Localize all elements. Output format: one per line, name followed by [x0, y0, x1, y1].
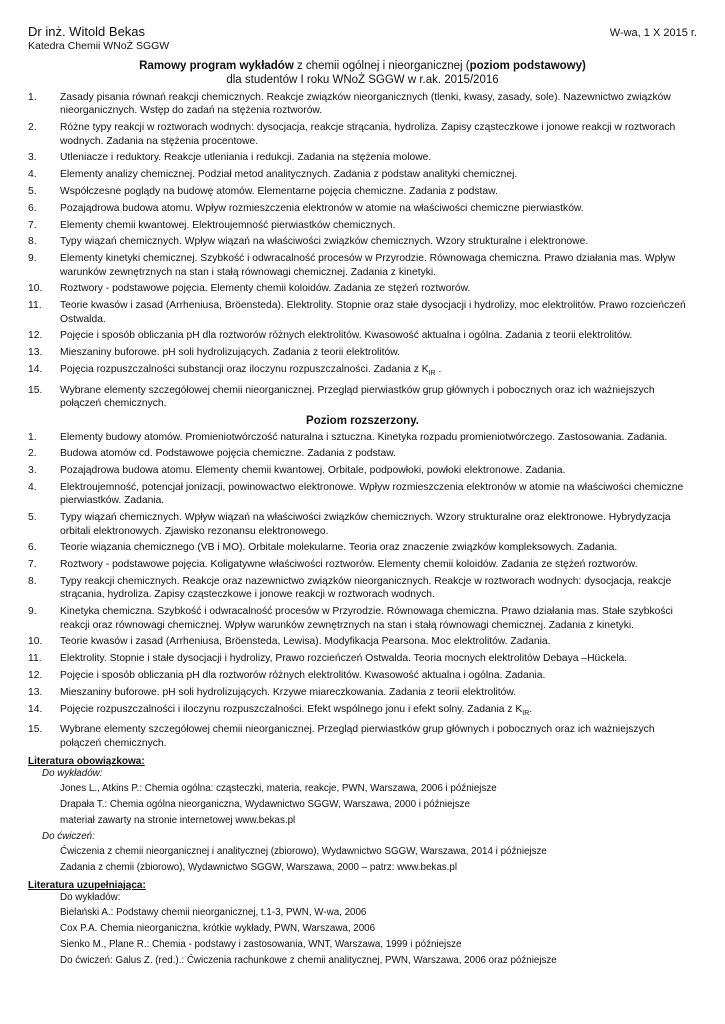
- topic-item: [28, 686, 697, 699]
- topic-item: [28, 635, 697, 648]
- topic-item: [28, 329, 697, 342]
- topic-number: 10.: [28, 636, 43, 648]
- topic-number: 9.: [28, 606, 37, 618]
- topic-text: Teorie kwasów i zasad (Arrheniusa, Bröensteda, Lewisa). Modyfikacja Pearsona. Moc elektrolitów. Zadania.: [60, 636, 551, 648]
- topic-number: 5.: [28, 186, 37, 197]
- topic-text: Utleniacze i reduktory. Reakcje utleniania i redukcji. Zadania na stężenia molowe.: [60, 152, 432, 164]
- topic-text: Roztwory - podstawowe pojęcia. Koligatywne właściwości roztworów. Elementy chemii koloidów. Zadania ze stężeń roztworów.: [60, 559, 638, 571]
- literature-entry: Bielański A.: Podstawy chemii nieorganicznej, t.1-3, PWN, W-wa, 2006: [60, 907, 367, 919]
- topic-number: 13.: [28, 347, 43, 359]
- literature-entry: Zadania z chemii (zbiorowo), Wydawnictwo SGGW, Warszawa, 2000 – patrz: www.bekas.pl: [60, 862, 458, 874]
- topic-number: 1.: [28, 92, 37, 103]
- literature-entry: Ćwiczenia z chemii nieorganicznej i analitycznej (zbiorowo), Wydawnictwo SGGW, Warszawa, 2014 i późniejsze: [60, 846, 547, 858]
- topic-text: Współczesne poglądy na budowę atomów. Elementarne pojęcia chemiczne. Zadania z podstaw.: [60, 186, 498, 197]
- topic-number: 10.: [28, 283, 43, 295]
- topic-text: Elementy budowy atomów. Promieniotwórczość naturalna i sztuczna. Kinetyka rozpadu promieniotwórczego. Zastosowania. Zadania.: [60, 431, 668, 443]
- supplementary-literature-heading: Literatura uzupełniająca:: [28, 880, 146, 892]
- extended-section-title: Poziom rozszerzony.: [306, 414, 419, 427]
- topic-item: [28, 346, 697, 359]
- literature-entry: Cox P.A. Chemia nieorganiczna, krótkie wykłady, PWN, Warszawa, 2006: [60, 923, 376, 935]
- topic-number: 8.: [28, 236, 37, 248]
- topic-item: [28, 703, 697, 720]
- mandatory-exercises-list: [28, 845, 697, 874]
- topic-item: [28, 282, 697, 295]
- topic-number: 7.: [28, 559, 37, 571]
- topic-number: 4.: [28, 169, 37, 181]
- topic-number: 12.: [28, 330, 43, 342]
- mandatory-lectures-list: [28, 782, 697, 827]
- topic-number: 15.: [28, 384, 43, 396]
- topic-text: Elementy kinetyki chemicznej. Szybkość i odwracalność procesów w Przyrodzie. Równowaga chemiczna. Prawo działania mas. Wpływ warunków zewnętrznych na stan i stałą równowagi chemicznej. Zadania z kinetyki.: [60, 253, 676, 278]
- topic-item: [28, 464, 697, 477]
- topic-item: [28, 481, 697, 508]
- topic-text: Pojęcie i sposób obliczania pH dla roztworów różnych elektrolitów. Kwasowość aktualna i ogólna. Zadania z teorii elektrolitów.: [60, 330, 633, 342]
- extended-topics-list: [28, 431, 697, 751]
- mandatory-literature-heading: Literatura obowiązkowa:: [28, 756, 145, 768]
- topic-text: Elementy analizy chemicznej. Podział metod analitycznych. Zadania z podstaw analityki chemicznej.: [60, 169, 518, 181]
- topic-number: 3.: [28, 152, 37, 164]
- topic-text: Teorie wiązania chemicznego (VB i MO). Orbitale molekularne. Teoria oraz znaczenie związków kompleksowych. Zadania.: [60, 542, 618, 554]
- topic-text: Typy reakcji chemicznych. Reakcje oraz nazewnictwo związków nieorganicznych. Reakcje w roztworach wodnych: dysocjacja, reakcje strącania, hydroliza. Zapisy cząsteczkowe i jonowe reakcji w roztworach wodnych.: [60, 576, 672, 601]
- supplementary-exercises-entry: Galus Z. (red.).: Ćwiczenia rachunkowe z chemii analitycznej, PWN, Warszawa, 2006 oraz późniejsze: [115, 955, 557, 967]
- topic-number: 12.: [28, 670, 43, 682]
- topic-text: Elektrolity. Stopnie i stałe dysocjacji i hydrolizy, Prawo rozcieńczeń Ostwalda. Teoria mocnych elektrolitów Debaya –Hückela.: [60, 653, 628, 665]
- supplementary-exercises: [60, 954, 697, 967]
- mandatory-exercises-label: Do ćwiczeń:: [42, 831, 95, 843]
- topic-item: [28, 431, 697, 444]
- topic-tail: .: [435, 363, 442, 375]
- topic-number: 11.: [28, 300, 42, 312]
- topic-item: [28, 384, 697, 411]
- literature-entry: Jones L., Atkins P.: Chemia ogólna: cząsteczki, materia, reakcje, PWN, Warszawa, 2006 i późniejsze: [60, 783, 497, 795]
- topic-number: 3.: [28, 465, 37, 477]
- topic-item: [28, 363, 697, 380]
- literature-entry: Drapała T.: Chemia ogólna nieorganiczna, Wydawnictwo SGGW, Warszawa, 2000 i późniejsze: [60, 799, 470, 811]
- topic-text: Kinetyka chemiczna. Szybkość i odwracalność procesów w Przyrodzie. Równowaga chemiczna. Prawo działania mas. Stałe szybkości reakcji oraz równowagi chemicznej. Wpływ warunków zewnętrznych na stan i stałą równowagi chemicznej. Zadania z kinetyki.: [60, 606, 673, 631]
- topic-number: 8.: [28, 576, 37, 588]
- title-normal-part: z chemii ogólnej i nieorganicznej (: [293, 60, 470, 72]
- topic-text: Mieszaniny buforowe. pH soli hydrolizujących. Krzywe miareczkowania. Zadania z teorii elektrolitów.: [60, 686, 517, 698]
- topic-text: Elementy chemii kwantowej. Elektroujemność pierwiastków chemicznych.: [60, 219, 396, 231]
- topic-number: 9.: [28, 253, 37, 265]
- topic-item: [28, 121, 697, 148]
- topic-text: Zasady pisania równań reakcji chemicznych. Reakcje związków nieorganicznych (tlenki, kwasy, zasady, sole). Nazewnictwo związków nieorganicznych. Wstęp do zadań na stężenia roztworów.: [60, 92, 671, 117]
- topic-item: [28, 558, 697, 571]
- topic-item: [28, 299, 697, 326]
- supplementary-lectures-label: Do wykładów:: [60, 892, 121, 904]
- topic-text: Pojęcie rozpuszczalności i iloczynu rozpuszczalności. Efekt wspólnego jonu i efekt solny. Zadania z K: [60, 703, 523, 715]
- topic-text: Pojęcia rozpuszczalności substancji oraz iloczynu rozpuszczalności. Zadania z K: [60, 363, 429, 375]
- topic-item: [28, 185, 697, 198]
- topic-item: [28, 219, 697, 232]
- topic-text: Pozajądrowa budowa atomu. Wpływ rozmieszczenia elektronów w atomie na właściwości chemiczne pierwiastków.: [60, 202, 584, 214]
- topic-number: 4.: [28, 482, 37, 494]
- topic-item: [28, 168, 697, 181]
- topic-text: Budowa atomów cd. Podstawowe pojęcia chemiczne. Zadania z podstaw.: [60, 448, 396, 460]
- document-date: W-wa, 1 X 2015 r.: [609, 27, 697, 39]
- supplementary-lectures-list: [28, 906, 697, 951]
- topic-number: 2.: [28, 448, 37, 460]
- topic-text: Typy wiązań chemicznych. Wpływ wiązań na właściwości związków chemicznych. Wzory strukturalne oraz elektronowe. Hybrydyzacja orbitali elektronowych. Zjawisko rezonansu elektronowego.: [60, 512, 671, 537]
- topic-number: 14.: [28, 363, 43, 375]
- topic-text: Typy wiązań chemicznych. Wpływ wiązań na właściwości związków chemicznych. Wzory strukturalne i elektronowe.: [60, 236, 589, 248]
- topic-item: [28, 91, 697, 118]
- topic-text: Roztwory - podstawowe pojęcia. Elementy chemii koloidów. Zadania ze stężeń roztworów.: [60, 283, 471, 295]
- topic-number: 15.: [28, 724, 43, 736]
- title-audience: dla studentów I roku WNoŻ SGGW w r.ak. 2015/2016: [226, 73, 499, 86]
- topic-item: [28, 202, 697, 215]
- topic-item: [28, 252, 697, 279]
- document-header: [28, 24, 697, 39]
- topic-item: [28, 511, 697, 538]
- topic-number: 7.: [28, 219, 37, 231]
- topic-number: 13.: [28, 686, 43, 698]
- topic-text: Wybrane elementy szczegółowej chemii nieorganicznej. Przegląd pierwiastków grup głównych i pobocznych oraz ich ważniejszych połączeń chemicznych.: [60, 384, 655, 410]
- topic-item: [28, 151, 697, 164]
- topic-number: 6.: [28, 542, 37, 554]
- title-bold-part: Ramowy program wykładów: [139, 60, 294, 72]
- topic-item: [28, 669, 697, 682]
- topic-item: [28, 235, 697, 248]
- topic-item: [28, 723, 697, 750]
- mandatory-lectures-label: Do wykładów:: [42, 768, 103, 780]
- topic-item: [28, 541, 697, 554]
- topic-text: Wybrane elementy szczegółowej chemii nieorganicznej. Przegląd pierwiastków grup głównych i pobocznych oraz ich ważniejszych połączeń chemicznych.: [60, 724, 655, 749]
- topic-number: 14.: [28, 703, 43, 715]
- topic-item: [28, 575, 697, 602]
- literature-entry: Sienko M., Plane R.: Chemia - podstawy i zastosowania, WNT, Warszawa, 1999 i późniejsze: [60, 939, 462, 951]
- topic-text: Teorie kwasów i zasad (Arrheniusa, Bröensteda). Elektrolity. Stopnie oraz stałe dysocjacji i hydrolizy, moc elektrolitów. Prawo rozcieńczeń Ostwalda.: [60, 300, 686, 325]
- topic-item: [28, 605, 697, 632]
- topic-item: [28, 447, 697, 460]
- topic-text: Mieszaniny buforowe. pH soli hydrolizujących. Zadania z teorii elektrolitów.: [60, 347, 400, 359]
- department-name: Katedra Chemii WNoŻ SGGW: [28, 40, 170, 52]
- topic-text: Różne typy reakcji w roztworach wodnych: dysocjacja, reakcje strącania, hydroliza. Zapisy cząsteczkowe i jonowe reakcji w roztworach wodnych. Zadania na stężenia procentowe.: [60, 122, 676, 147]
- title-level: poziom podstawowy): [469, 60, 586, 72]
- topic-number: 11.: [28, 653, 42, 665]
- topic-text: Elektroujemność, potencjał jonizacji, powinowactwo elektronowe. Wpływ rozmieszczenia elektronów w atomie na właściwości chemiczne pierwiastków. Zadania.: [60, 482, 684, 507]
- topic-subscript: IR: [428, 370, 436, 378]
- topic-text: Pozajądrowa budowa atomu. Elementy chemii kwantowej. Orbitale, podpowłoki, powłoki elektronowe. Zadania.: [60, 465, 566, 477]
- topic-text: Pojęcie i sposób obliczania pH dla roztworów różnych elektrolitów. Kwasowość aktualna i ogólna. Zadania.: [60, 670, 546, 682]
- topic-number: 6.: [28, 202, 37, 214]
- topic-number: 2.: [28, 122, 37, 134]
- topic-number: 5.: [28, 512, 37, 524]
- topic-subscript: IR: [522, 709, 530, 717]
- author-name: Dr inż. Witold Bekas: [28, 24, 146, 39]
- topic-item: [28, 652, 697, 665]
- document-title: [28, 60, 697, 87]
- topic-tail: .: [529, 703, 533, 715]
- supplementary-exercises-label: Do ćwiczeń:: [60, 955, 113, 967]
- literature-entry: materiał zawarty na stronie internetowej www.bekas.pl: [60, 815, 296, 827]
- basic-topics-list: [28, 91, 697, 411]
- topic-number: 1.: [28, 431, 37, 443]
